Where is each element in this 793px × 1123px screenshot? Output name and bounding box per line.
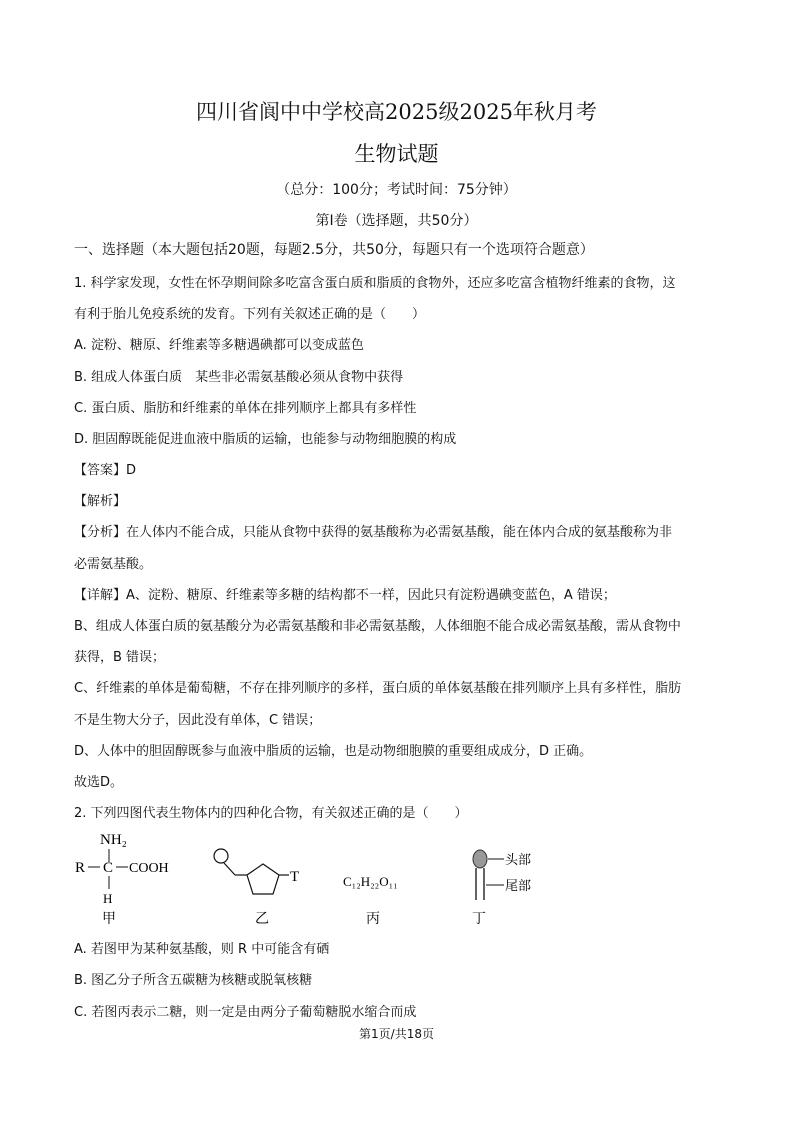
q1-stem-line2: 有利于胎儿免疫系统的发育。下列有关叙述正确的是（ ） bbox=[74, 307, 426, 322]
fig-yi-pentose bbox=[247, 864, 279, 894]
exam-meta: （总分：100分；考试时间：75分钟） bbox=[276, 182, 517, 198]
q1-xiangjie-b1: B、组成人体蛋白质的氨基酸分为必需氨基酸和非必需氨基酸，人体细胞不能合成必需氨基酸，需从食物中 bbox=[74, 619, 681, 634]
page-title: 四川省阆中中学校高2025级2025年秋月考 bbox=[196, 100, 597, 124]
q1-stem-line1: 1. 科学家发现，女性在怀孕期间除多吃富含蛋白质和脂质的食物外，还应多吃富含植物纤维素的食物，这 bbox=[74, 276, 676, 291]
q1-answer: 【答案】D bbox=[74, 463, 137, 478]
q1-option-b: B. 组成人体蛋白质 某些非必需氨基酸必须从食物中获得 bbox=[74, 370, 404, 385]
volume-heading: 第Ⅰ卷（选择题，共50分） bbox=[315, 213, 478, 229]
figure-ding-phospholipid bbox=[460, 842, 560, 928]
figure-jia-amino-acid bbox=[70, 826, 190, 926]
page-footer: 第1页/共18页 bbox=[359, 1027, 434, 1041]
fig-jia-h: H bbox=[103, 891, 113, 906]
subject-title: 生物试题 bbox=[354, 142, 439, 166]
fig-yi-link bbox=[224, 863, 235, 875]
q2-option-c: C. 若图丙表示二糖，则一定是由两分子葡萄糖脱水缩合而成 bbox=[74, 1005, 417, 1020]
fig-yi-label: 乙 bbox=[255, 911, 269, 927]
fig-bing-label: 丙 bbox=[366, 911, 380, 927]
section-heading: 一、选择题（本大题包括20题，每题2.5分，共50分，每题只有一个选项符合题意） bbox=[74, 242, 594, 258]
q1-option-a: A. 淀粉、糖原、纤维素等多糖遇碘都可以变成蓝色 bbox=[74, 338, 364, 353]
q2-option-b: B. 图乙分子所含五碳糖为核糖或脱氧核糖 bbox=[74, 973, 313, 988]
q1-conclusion: 故选D。 bbox=[74, 775, 124, 790]
q2-stem: 2. 下列四图代表生物体内的四种化合物，有关叙述正确的是（ ） bbox=[74, 806, 468, 821]
q1-analysis-tag: 【解析】 bbox=[74, 494, 127, 509]
q1-xiangjie-c1: C、纤维素的单体是葡萄糖，不存在排列顺序的多样，蛋白质的单体氨基酸在排列顺序上具有多样性，脂肪 bbox=[74, 681, 682, 696]
q2-option-a: A. 若图甲为某种氨基酸，则 R 中可能含有硒 bbox=[74, 942, 330, 957]
figure-bing-formula bbox=[340, 862, 430, 928]
q1-fenxi-line2: 必需氨基酸。 bbox=[74, 557, 153, 572]
fig-jia-r: R bbox=[75, 860, 86, 876]
figure-yi-nucleotide bbox=[205, 836, 315, 928]
fig-ding-head-label: 头部 bbox=[505, 853, 532, 868]
q1-xiangjie-c2: 不是生物大分子，因此没有单体，C 错误； bbox=[74, 713, 322, 728]
fig-jia-cooh: COOH bbox=[129, 861, 169, 876]
fig-jia-c: C bbox=[103, 860, 114, 876]
q1-xiangjie-d: D、人体中的胆固醇既参与血液中脂质的运输，也是动物细胞膜的重要组成成分，D 正确。 bbox=[74, 744, 593, 759]
q1-xiangjie-a: 【详解】A、淀粉、糖原、纤维素等多糖的结构都不一样，因此只有淀粉遇碘变蓝色，A 错误； bbox=[74, 588, 616, 603]
fig-jia-label: 甲 bbox=[102, 911, 116, 926]
fig-jia-nh2: NH₂ bbox=[100, 832, 127, 848]
fig-ding-head bbox=[473, 850, 487, 868]
fig-yi-t: T bbox=[290, 869, 300, 885]
q1-fenxi-line1: 【分析】在人体内不能合成，只能从食物中获得的氨基酸称为必需氨基酸，能在体内合成的氨基酸称为非 bbox=[74, 525, 673, 540]
fig-yi-phosphate bbox=[214, 849, 228, 863]
q1-xiangjie-b2: 获得，B 错误； bbox=[74, 650, 166, 665]
fig-bing-formula: C₁₂H₂₂O₁₁ bbox=[343, 874, 398, 889]
fig-ding-tail-label: 尾部 bbox=[505, 879, 532, 894]
q1-option-c: C. 蛋白质、脂肪和纤维素的单体在排列顺序上都具有多样性 bbox=[74, 401, 417, 416]
fig-ding-label: 丁 bbox=[472, 911, 486, 927]
q1-option-d: D. 胆固醇既能促进血液中脂质的运输，也能参与动物细胞膜的构成 bbox=[74, 432, 457, 447]
